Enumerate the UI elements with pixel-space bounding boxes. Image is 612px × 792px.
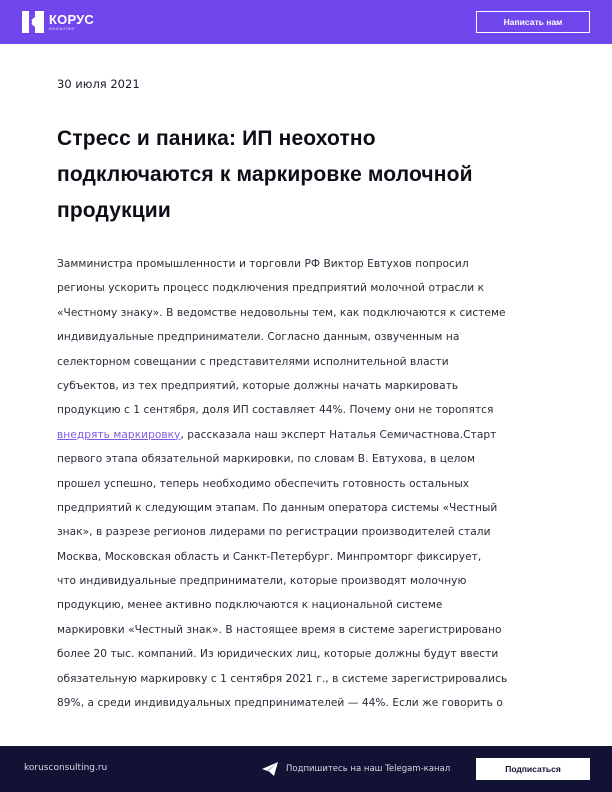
- subscribe-button[interactable]: Подписаться: [476, 758, 590, 780]
- article-title: [57, 121, 567, 229]
- body-line-with-link: [57, 423, 557, 447]
- body-line: субъектов, из тех предприятий, которые должны начать маркировать: [57, 379, 459, 392]
- body-line: Замминистра промышленности и торговли РФ Виктор Евтухов попросил: [57, 258, 469, 270]
- body-line: продукцию с 1 сентября, доля ИП составляет 44%. Почему они не торопятся: [57, 404, 494, 417]
- title-line: Стресс и паника: ИП неохотно: [57, 127, 376, 150]
- body-line: первого этапа обязательной маркировки, по словам В. Евтухова, в целом: [57, 453, 475, 466]
- title-line: подключаются к маркировке молочной: [57, 163, 473, 186]
- body-line: продукцию, менее активно подключаются к национальной системе: [57, 599, 443, 612]
- body-line: 89%, а среди индивидуальных предпринимателей — 44%. Если же говорить о: [57, 697, 503, 710]
- body-line: предприятий к следующим этапам. По данным оператора системы «Честный: [57, 501, 498, 514]
- body-line: индивидуальные предприниматели. Согласно данным, озвученным на: [57, 331, 460, 344]
- logo-icon: [22, 11, 44, 33]
- article-date: 30 июля 2021: [57, 77, 140, 91]
- body-line-rest: , рассказала наш эксперт Наталья Семичастнова.Старт: [180, 428, 497, 441]
- telegram-icon: [262, 762, 278, 776]
- body-line: маркировки «Честный знак». В настоящее время в системе зарегистрировано: [57, 623, 502, 636]
- body-line: «Честному знаку». В ведомстве недовольны тем, как подключаются к системе: [57, 306, 506, 319]
- body-line: регионы ускорить процесс подключения предприятий молочной отрасли к: [57, 282, 485, 295]
- body-line: Москва, Московская область и Санкт-Петербург. Минпромторг фиксирует,: [57, 550, 482, 563]
- implement-marking-link[interactable]: внедрять маркировку: [57, 428, 181, 441]
- body-line: что индивидуальные предприниматели, которые производят молочную: [57, 575, 467, 588]
- body-line: прошел успешно, теперь необходимо обеспечить готовность остальных: [57, 477, 470, 490]
- header-bar: [0, 0, 612, 44]
- article-body: [57, 252, 557, 715]
- body-line: знак», в разрезе регионов лидерами по регистрации производителей стали: [57, 526, 491, 539]
- footer-bar: [0, 746, 612, 792]
- write-us-button[interactable]: Написать нам: [476, 11, 590, 33]
- telegram-subscribe-text: Подпишитесь на наш Telegam-канал: [286, 764, 451, 774]
- site-link[interactable]: korusconsulting.ru: [24, 763, 108, 773]
- logo[interactable]: [22, 11, 94, 33]
- body-line: обязательную маркировку с 1 сентября 2021 г., в системе зарегистрировались: [57, 672, 508, 685]
- title-line: продукции: [57, 199, 171, 222]
- logo-subtitle: КОНСАЛТИНГ: [49, 26, 76, 31]
- body-line: более 20 тыс. компаний. Из юридических лиц, которые должны будут ввести: [57, 648, 499, 661]
- logo-name: КОРУС: [49, 11, 95, 27]
- body-line: селекторном совещании с представителями исполнительной власти: [57, 355, 449, 368]
